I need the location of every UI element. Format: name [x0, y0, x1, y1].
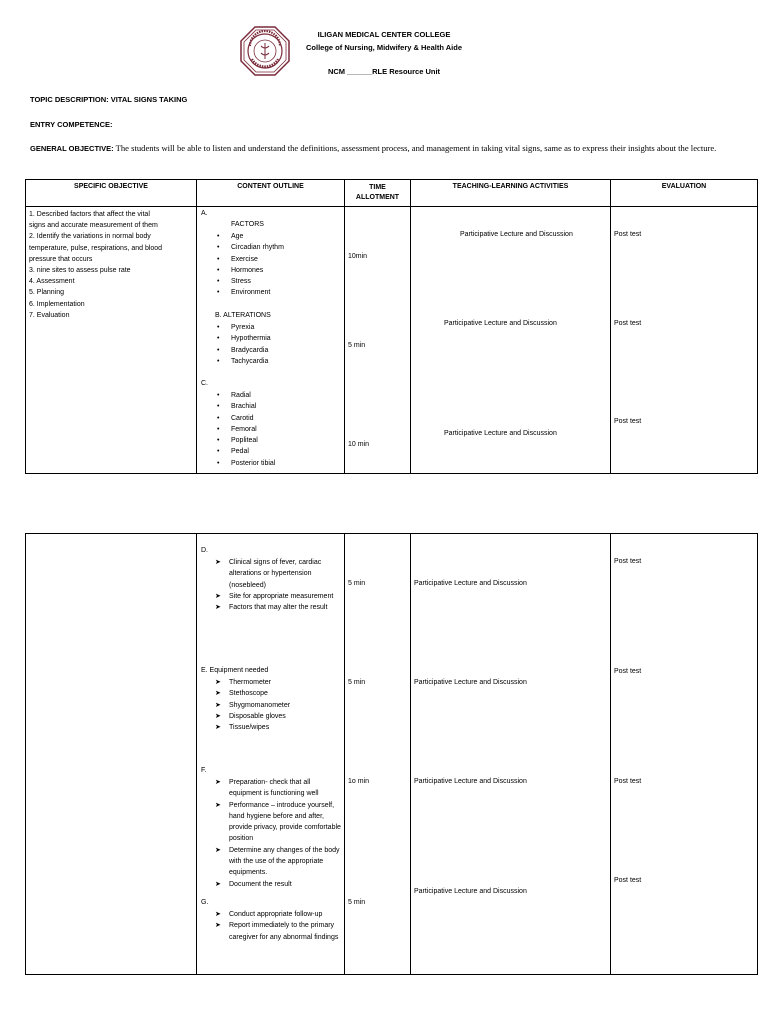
specific-objectives-cell: [26, 207, 197, 474]
entry-competence: ENTRY COMPETENCE:: [30, 120, 113, 129]
list-item: ➤ Disposable gloves: [229, 711, 290, 722]
list-item: • Age: [231, 231, 284, 242]
lesson-plan-table-1: [25, 179, 758, 474]
list-item: • Exercise: [231, 254, 284, 265]
list-item: ➤ Conduct appropriate follow-up: [229, 909, 341, 920]
section-a-letter: A.: [201, 210, 208, 217]
section-d-letter: D.: [201, 547, 208, 554]
activity-text: Participative Lecture and Discussion: [444, 320, 557, 327]
list-item: ➤ Factors that may alter the result: [229, 602, 341, 613]
content-outline-cell: [197, 534, 345, 975]
list-item: • Stress: [231, 276, 284, 287]
section-e-title: E. Equipment needed: [201, 667, 269, 674]
list-item: • Popliteal: [231, 435, 275, 446]
time-value: 5 min: [348, 580, 366, 587]
section-f-letter: F.: [201, 767, 207, 774]
time-value: 10min: [348, 253, 368, 260]
table-row: [26, 207, 758, 474]
list-item: • Tachycardia: [231, 356, 271, 367]
college-name: College of Nursing, Midwifery & Health Aide: [306, 43, 462, 52]
content-outline-cell: [197, 207, 345, 474]
header-specific-objective: SPECIFIC OBJECTIVE: [26, 180, 197, 207]
activity-text: Participative Lecture and Discussion: [444, 430, 557, 437]
evaluation-text: Post test: [614, 418, 642, 425]
list-item: • Bradycardia: [231, 345, 271, 356]
list-item: ➤ Stethoscope: [229, 688, 290, 699]
objective-line: 4. Assessment: [29, 278, 75, 286]
evaluation-text: Post test: [614, 320, 642, 327]
section-b-title: B. ALTERATIONS: [215, 312, 271, 319]
table-row: [26, 534, 758, 975]
list-item: • Pyrexia: [231, 322, 271, 333]
list-item: ➤ Determine any changes of the body with the use of the appropriate equipments.: [229, 845, 341, 879]
section-e-list: [229, 677, 290, 733]
school-name: ILIGAN MEDICAL CENTER COLLEGE: [317, 30, 451, 39]
activities-cell: [411, 207, 611, 474]
topic-description: TOPIC DESCRIPTION: VITAL SIGNS TAKING: [30, 95, 188, 104]
section-a-list: [231, 231, 284, 299]
objective-line: 2. Identify the variations in normal body: [29, 233, 151, 241]
section-b-list: [231, 322, 271, 367]
list-item: ➤ Tissue/wipes: [229, 722, 290, 733]
time-allotment-cell: [345, 207, 411, 474]
list-item: ➤ Performance – introduce yourself, hand hygiene before and after, provide privacy, provide comfortable position: [229, 800, 341, 845]
time-value: 5 min: [348, 342, 366, 349]
time-allotment-cell: [345, 534, 411, 975]
evaluation-text: Post test: [614, 231, 642, 238]
section-c-list: [231, 390, 275, 469]
time-value: 5 min: [348, 679, 366, 686]
section-f-list: [229, 777, 341, 890]
list-item: ➤ Document the result: [229, 879, 341, 890]
objective-line: temperature, pulse, respirations, and blood: [29, 244, 163, 252]
activity-text: Participative Lecture and Discussion: [414, 888, 527, 895]
activity-text: Participative Lecture and Discussion: [414, 778, 527, 785]
general-objective-text: The students will be able to listen and understand the definitions, assessment process, and management in taking vital signs, same as to express their insights about the lecture.: [113, 143, 717, 153]
header-activities: TEACHING-LEARNING ACTIVITIES: [411, 180, 611, 207]
list-item: • Pedal: [231, 446, 275, 457]
section-a-title: FACTORS: [231, 221, 264, 228]
list-item: ➤ Shygmomanometer: [229, 700, 290, 711]
list-item: • Environment: [231, 287, 284, 298]
list-item: ➤ Preparation- check that all equipment is functioning well: [229, 777, 341, 800]
unit-title: NCM ______RLE Resource Unit: [327, 67, 441, 76]
section-d-list: [229, 557, 341, 613]
header-evaluation: EVALUATION: [611, 180, 758, 207]
list-item: • Radial: [231, 390, 275, 401]
objective-line: 3. nine sites to assess pulse rate: [29, 267, 131, 275]
objective-line: 1. Described factors that affect the vital: [29, 211, 150, 218]
activity-text: Participative Lecture and Discussion: [414, 580, 527, 587]
objective-line: 5. Planning: [29, 289, 65, 297]
objective-line: pressure that occurs: [29, 255, 93, 263]
section-g-letter: G.: [201, 899, 209, 906]
evaluation-text: Post test: [614, 778, 642, 785]
evaluation-cell: [611, 207, 758, 474]
evaluation-cell: [611, 534, 758, 975]
list-item: ➤ Report immediately to the primary caregiver for any abnormal findings: [229, 920, 341, 943]
objective-line: 6. Implementation: [29, 300, 85, 308]
list-item: ➤ Site for appropriate measurement: [229, 591, 341, 602]
activity-text: Participative Lecture and Discussion: [414, 679, 527, 686]
list-item: • Brachial: [231, 401, 275, 412]
time-value: 1o min: [348, 778, 370, 785]
specific-objectives-list: [29, 209, 162, 321]
list-item: • Femoral: [231, 424, 275, 435]
section-g-list: [229, 909, 341, 943]
list-item: • Hormones: [231, 265, 284, 276]
list-item: ➤ Clinical signs of fever, cardiac alterations or hypertension (nosebleed): [229, 557, 341, 591]
lesson-plan-table-2: [25, 533, 758, 975]
objective-line: 7. Evaluation: [29, 311, 70, 319]
list-item: • Posterior tibial: [231, 458, 275, 469]
time-value: 10 min: [348, 441, 370, 448]
time-value: 5 min: [348, 899, 366, 906]
specific-objectives-cell: [26, 534, 197, 975]
header-content-outline: CONTENT OUTLINE: [197, 180, 345, 207]
activities-cell: [411, 534, 611, 975]
list-item: ➤ Thermometer: [229, 677, 290, 688]
general-objective: [30, 143, 742, 154]
evaluation-text: Post test: [614, 668, 642, 675]
evaluation-text: Post test: [614, 877, 642, 884]
objective-line: signs and accurate measurement of them: [29, 222, 158, 230]
header-time-allotment: TIME ALLOTMENT: [345, 180, 411, 207]
evaluation-text: Post test: [614, 558, 642, 565]
list-item: • Hypothermia: [231, 333, 271, 344]
table-header-row: [26, 180, 758, 207]
activity-text: Participative Lecture and Discussion: [460, 231, 573, 238]
section-c-letter: C.: [201, 380, 208, 387]
list-item: • Circadian rhythm: [231, 242, 284, 253]
general-objective-label: GENERAL OBJECTIVE:: [30, 144, 114, 153]
list-item: • Carotid: [231, 413, 275, 424]
